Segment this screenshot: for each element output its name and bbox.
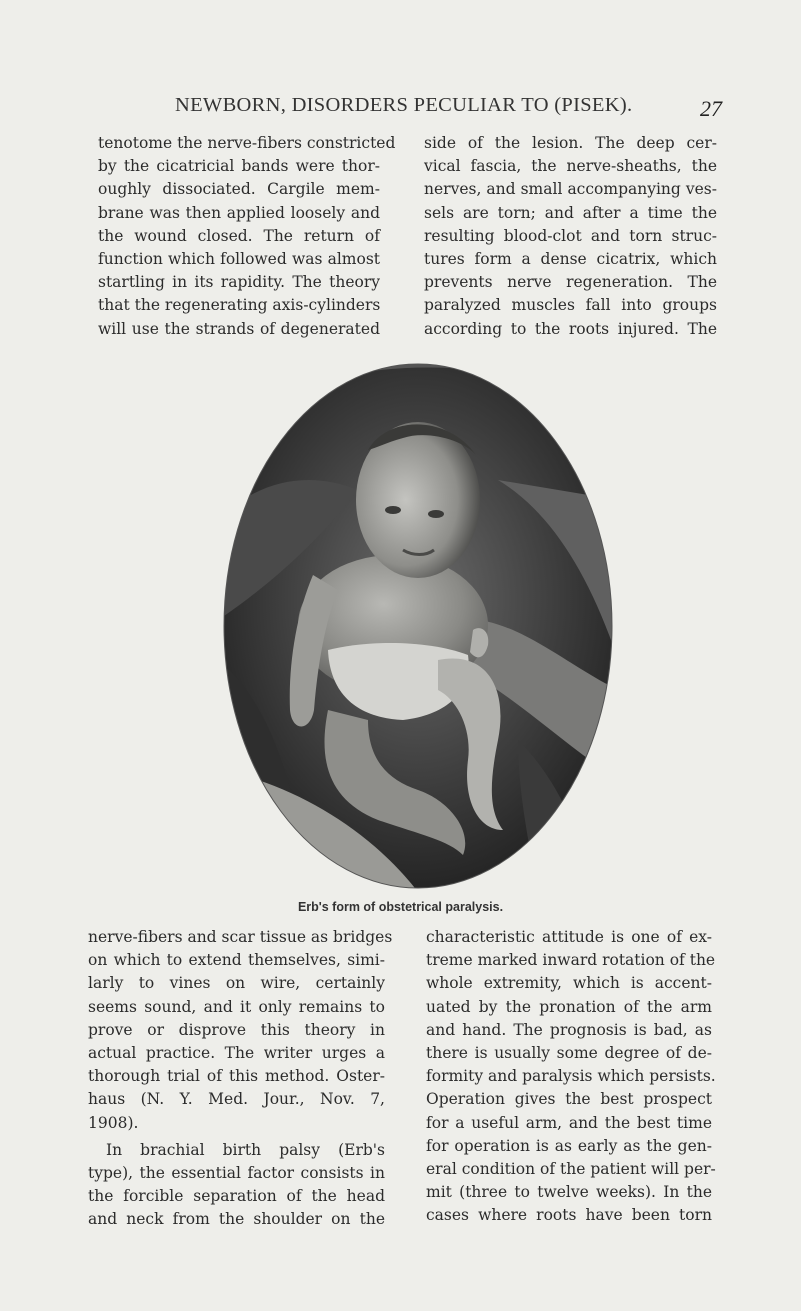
text-line: nerves, and small accompanying ves- — [424, 180, 717, 199]
text-line: haus (N. Y. Med. Jour., Nov. 7, — [88, 1090, 385, 1109]
paragraph — [426, 926, 716, 1228]
running-title: NEWBORN, DISORDERS PECULIAR TO (PISEK). — [175, 94, 633, 116]
text-line: Operation gives the best prospect — [426, 1090, 712, 1109]
text-line: function which followed was almost — [98, 250, 380, 269]
text-line: sels are torn; and after a time the — [424, 203, 717, 222]
text-line: on which to extend themselves, simi- — [88, 951, 385, 970]
text-line: resulting blood-clot and torn struc- — [424, 226, 717, 245]
text-line: type), the essential factor consists in — [88, 1164, 385, 1183]
text-line: will use the strands of degenerated — [98, 319, 380, 338]
text-line: seems sound, and it only remains to — [88, 997, 385, 1016]
text-line: cases where roots have been torn — [426, 1206, 712, 1225]
text-line: In brachial birth palsy (Erb's — [106, 1140, 385, 1159]
text-line: there is usually some degree of de- — [426, 1044, 712, 1063]
top-right-column — [424, 132, 717, 341]
text-line: the wound closed. The return of — [98, 226, 380, 245]
text-line: formity and paralysis which persists. — [426, 1067, 716, 1086]
text-line: uated by the pronation of the arm — [426, 997, 712, 1016]
text-line: for a useful arm, and the best time — [426, 1113, 712, 1132]
text-line: larly to vines on wire, certainly — [88, 974, 385, 993]
text-line: tenotome the nerve-fibers constricted — [98, 134, 396, 152]
text-line: the forcible separation of the head — [88, 1187, 385, 1206]
text-line: side of the lesion. The deep cer- — [424, 134, 717, 152]
text-line: that the regenerating axis-cylinders — [98, 296, 381, 315]
text-line: paralyzed muscles fall into groups — [424, 296, 717, 315]
text-line: oughly dissociated. Cargile mem- — [98, 180, 380, 199]
text-line: thorough trial of this method. Oster- — [88, 1067, 385, 1086]
text-line: vical fascia, the nerve-sheaths, the — [424, 157, 717, 176]
bottom-left-column — [88, 926, 393, 1232]
text-line: for operation is as early as the gen- — [426, 1136, 712, 1155]
paragraph — [88, 926, 393, 1135]
text-line: 1908). — [88, 1113, 139, 1132]
text-line: whole extremity, which is accent- — [426, 974, 712, 993]
photo-illustration — [218, 360, 618, 892]
text-line: and hand. The prognosis is bad, as — [426, 1020, 712, 1039]
bottom-right-column — [426, 926, 716, 1228]
text-line: characteristic attitude is one of ex- — [426, 928, 712, 946]
top-left-column — [98, 132, 396, 341]
text-line: brane was then applied loosely and — [98, 203, 380, 222]
text-line: according to the roots injured. The — [424, 319, 717, 338]
text-line: treme marked inward rotation of the — [426, 951, 716, 970]
text-line: prove or disprove this theory in — [88, 1020, 385, 1039]
text-line: by the cicatricial bands were thor- — [98, 157, 380, 176]
figure-caption: Erb's form of obstetrical paralysis. — [297, 900, 504, 914]
page-number: 27 — [700, 96, 722, 121]
text-line: startling in its rapidity. The theory — [98, 273, 380, 292]
text-line: and neck from the shoulder on the — [88, 1210, 385, 1229]
text-line: tures form a dense cicatrix, which — [424, 250, 717, 269]
paragraph — [424, 132, 717, 341]
paragraph — [88, 1139, 385, 1232]
text-line: mit (three to twelve weeks). In the — [426, 1183, 712, 1202]
text-line: eral condition of the patient will per- — [426, 1160, 716, 1179]
infant-photograph — [218, 360, 618, 892]
text-line: nerve-fibers and scar tissue as bridges — [88, 928, 393, 946]
text-line: prevents nerve regeneration. The — [424, 273, 717, 292]
paragraph — [98, 132, 396, 341]
text-line: actual practice. The writer urges a — [88, 1044, 385, 1063]
